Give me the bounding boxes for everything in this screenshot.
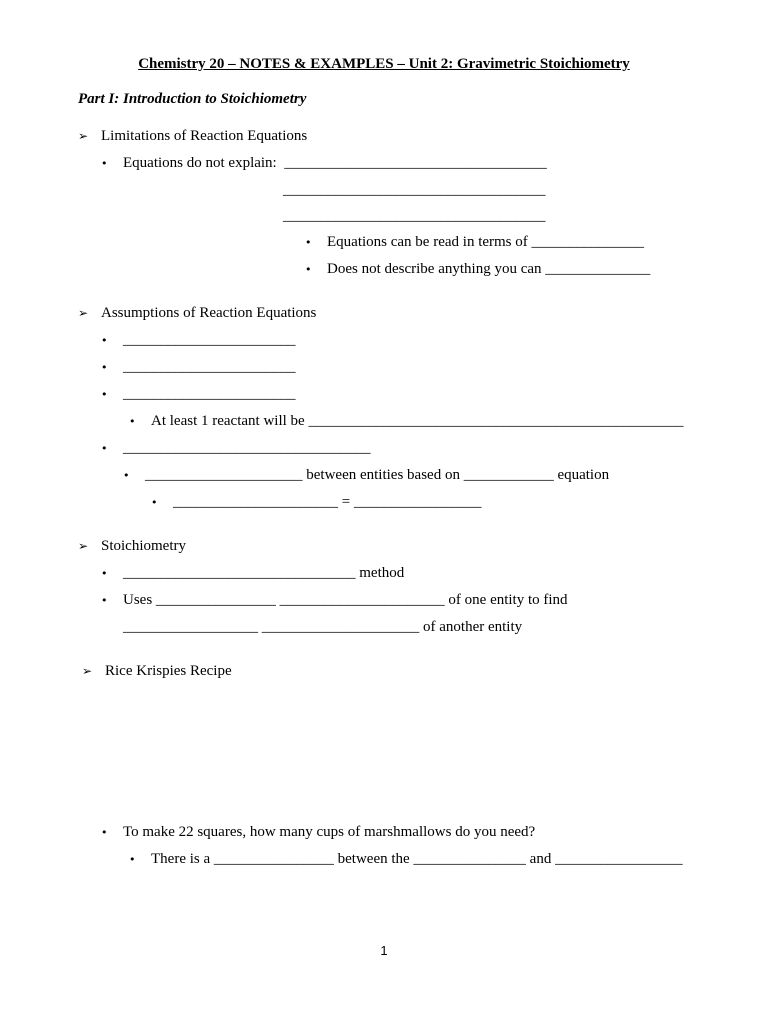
- limitations-line-2: ___________________________________: [283, 182, 546, 198]
- bullet-icon: •: [101, 826, 108, 839]
- assumptions-heading: Assumptions of Reaction Equations: [101, 305, 317, 321]
- page-number: 1: [380, 943, 388, 958]
- arrow-bullet-icon: ➢: [78, 539, 89, 553]
- assumptions-line-7: ______________________ = _________________: [173, 494, 482, 510]
- bullet-icon: •: [101, 594, 108, 607]
- document-title: Chemistry 20 – NOTES & EXAMPLES – Unit 2: Gravimetric Stoichiometry: [138, 56, 630, 72]
- limitations-line-4: Equations can be read in terms of _______________: [327, 234, 645, 250]
- bullet-icon: •: [129, 853, 136, 866]
- assumptions-line-1: _______________________: [123, 332, 296, 348]
- arrow-bullet-icon: ➢: [78, 306, 89, 320]
- stoichiometry-line-2: Uses ________________ ______________________ of one entity to find: [123, 592, 568, 608]
- rice-krispies-line-1: To make 22 squares, how many cups of marshmallows do you need?: [123, 824, 536, 840]
- limitations-line-5: Does not describe anything you can ______________: [327, 261, 651, 277]
- bullet-icon: •: [305, 263, 312, 276]
- bullet-icon: •: [101, 334, 108, 347]
- limitations-line-3: ___________________________________: [283, 208, 546, 224]
- stoichiometry-line-3: __________________ _____________________ of another entity: [123, 619, 523, 635]
- bullet-icon: •: [129, 415, 136, 428]
- assumptions-line-5: _________________________________: [123, 440, 371, 456]
- bullet-icon: •: [123, 469, 130, 482]
- bullet-icon: •: [101, 361, 108, 374]
- assumptions-line-3: _______________________: [123, 386, 296, 402]
- assumptions-line-2: _______________________: [123, 359, 296, 375]
- arrow-bullet-icon: ➢: [78, 129, 89, 143]
- bullet-icon: •: [305, 236, 312, 249]
- bullet-icon: •: [101, 442, 108, 455]
- assumptions-line-4: At least 1 reactant will be __________________________________________________: [151, 413, 684, 429]
- bullet-icon: •: [101, 157, 108, 170]
- rice-krispies-line-2: There is a ________________ between the _______________ and _________________: [151, 851, 683, 867]
- stoichiometry-heading: Stoichiometry: [101, 538, 186, 554]
- rice-krispies-heading: Rice Krispies Recipe: [105, 663, 232, 679]
- stoichiometry-line-1: _______________________________ method: [123, 565, 405, 581]
- part-heading: Part I: Introduction to Stoichiometry: [78, 91, 307, 107]
- bullet-icon: •: [151, 496, 158, 509]
- limitations-heading: Limitations of Reaction Equations: [101, 128, 308, 144]
- limitations-line-1: Equations do not explain: ___________________________________: [123, 155, 547, 171]
- arrow-bullet-icon: ➢: [82, 664, 93, 678]
- bullet-icon: •: [101, 567, 108, 580]
- bullet-icon: •: [101, 388, 108, 401]
- assumptions-line-6: _____________________ between entities based on ____________ equation: [145, 467, 610, 483]
